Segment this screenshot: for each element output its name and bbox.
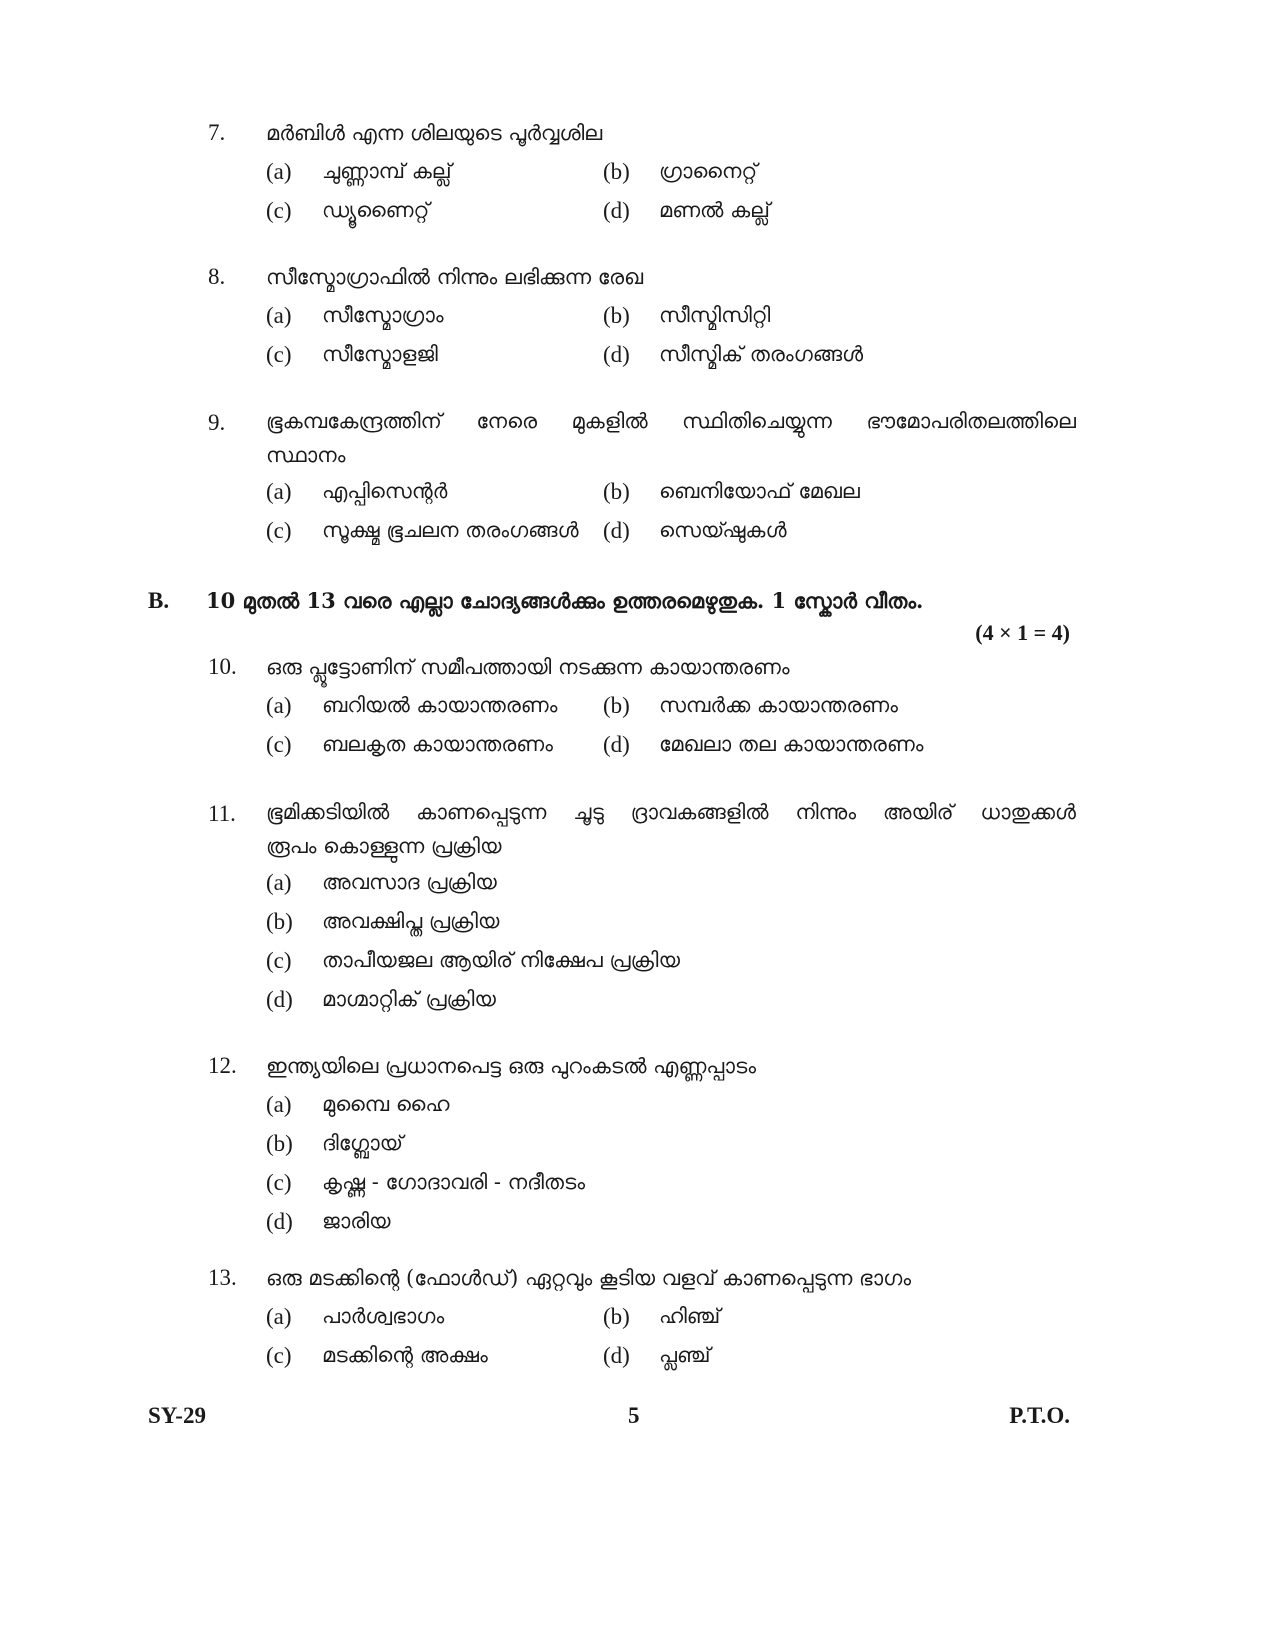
section-letter: B. bbox=[148, 588, 170, 613]
question-number: 10. bbox=[208, 654, 237, 679]
question-13: 13. ഒരു മടക്കിന്റെ (ഫോൾഡ്) ഏറ്റവും കൂടിയ വളവ് കാണപ്പെടുന്ന ഭാഗം (a) പാർശ്വഭാഗം (b) ഹിഞ്ച് (c) മടക്കിന്റെ അക്ഷം (d) പ്ലഞ്ച് bbox=[208, 1259, 1078, 1375]
section-marks: (4 × 1 = 4) bbox=[975, 620, 1070, 645]
question-text: ഒരു മടക്കിന്റെ (ഫോൾഡ്) ഏറ്റവും കൂടിയ വളവ് കാണപ്പെടുന്ന ഭാഗം bbox=[266, 1266, 912, 1290]
question-text: ഇന്ത്യയിലെ പ്രധാനപെട്ട ഒരു പുറംകടൽ എണ്ണപ്പാടം bbox=[266, 1054, 757, 1078]
question-12: 12. ഇന്ത്യയിലെ പ്രധാനപെട്ട ഒരു പുറംകടൽ എണ്ണപ്പാടം (a) മുമ്പൈ ഹൈ (b) ദിഗ്ബോയ് (c) കൃഷ്ണ - ഗോദാവരി - നദീതടം (d) ജാരിയ bbox=[208, 1047, 1078, 1241]
question-number: 8. bbox=[208, 264, 226, 289]
footer-pto: P.T.O. bbox=[1009, 1403, 1070, 1428]
question-number: 9. bbox=[208, 410, 226, 435]
question-text: സീസ്മോഗ്രാഫിൽ നിന്നും ലഭിക്കുന്ന രേഖ bbox=[266, 265, 644, 289]
question-text: മർബിൾ എന്ന ശിലയുടെ പൂർവ്വശില bbox=[266, 121, 603, 145]
question-text-line-2: രൂപം കൊള്ളുന്ന പ്രക്രിയ bbox=[266, 834, 502, 858]
question-8: 8. സീസ്മോഗ്രാഫിൽ നിന്നും ലഭിക്കുന്ന രേഖ (a) സീസ്മോഗ്രാം (b) സീസ്മിസിറ്റി (c) സീസ്മോളജി (d) സീസ്മിക് തരംഗങ്ങൾ bbox=[208, 258, 1078, 374]
question-text-line-2: സ്ഥാനം bbox=[266, 443, 346, 467]
footer-page-number: 5 bbox=[628, 1403, 640, 1428]
question-11: 11. ഭൂമിക്കടിയിൽ കാണപ്പെടുന്ന ചൂടു ദ്രാവകങ്ങളിൽ നിന്നും അയിര് ധാതുക്കൾ രൂപം കൊള്ളുന്ന പ്രക്രിയ (a) അവസാദ പ്രക്രിയ (b) അവക്ഷിപ്ത പ്രക്രിയ (c) താപീയജല ആയിര് നിക്ഷേപ പ്രക്രിയ (d) മാഗ്മാറ്റിക് പ്രക്രിയ bbox=[208, 795, 1078, 1019]
question-number: 7. bbox=[208, 120, 226, 145]
question-number: 13. bbox=[208, 1265, 237, 1290]
question-number: 12. bbox=[208, 1053, 237, 1078]
question-text: ഒരു പ്ലൂട്ടോണിന് സമീപത്തായി നടക്കുന്ന കായാന്തരണം bbox=[266, 655, 790, 679]
section-instruction: 10 മുതൽ 13 വരെ എല്ലാ ചോദ്യങ്ങൾക്കും ഉത്തരമെഴുതുക. 1 സ്കോർ വീതം. bbox=[206, 588, 924, 613]
question-10: 10. ഒരു പ്ലൂട്ടോണിന് സമീപത്തായി നടക്കുന്ന കായാന്തരണം (a) ബറിയൽ കായാന്തരണം (b) സമ്പർക്ക കായാന്തരണം (c) ബലകൃത കായാന്തരണം (d) മേഖലാ തല കായാന്തരണം bbox=[208, 648, 1078, 764]
footer-paper-code: SY-29 bbox=[148, 1403, 206, 1428]
question-number: 11. bbox=[208, 801, 236, 826]
question-text-line-1: ഭൂകമ്പകേന്ദ്രത്തിന് നേരെ മുകളിൽ സ്ഥിതിചെയ്യുന്ന ഭൗമോപരിതലത്തിലെ bbox=[266, 409, 1076, 433]
question-9: 9. ഭൂകമ്പകേന്ദ്രത്തിന് നേരെ മുകളിൽ സ്ഥിതിചെയ്യുന്ന ഭൗമോപരിതലത്തിലെ സ്ഥാനം (a) എപ്പിസെന്റർ (b) ബെനിയോഫ് മേഖല (c) സൂക്ഷ്മ ഭൂചലന തരംഗങ്ങൾ (d) സെയ്ഷുകൾ bbox=[208, 404, 1078, 550]
question-7: 7. മർബിൾ എന്ന ശിലയുടെ പൂർവ്വശില (a) ചുണ്ണാമ്പ് കല്ല് (b) ഗ്രാനൈറ്റ് (c) ഡ്യൂണൈറ്റ് (d) മണൽ കല്ല് bbox=[208, 114, 1078, 230]
question-text-line-1: ഭൂമിക്കടിയിൽ കാണപ്പെടുന്ന ചൂടു ദ്രാവകങ്ങളിൽ നിന്നും അയിര് ധാതുക്കൾ bbox=[266, 800, 1076, 824]
